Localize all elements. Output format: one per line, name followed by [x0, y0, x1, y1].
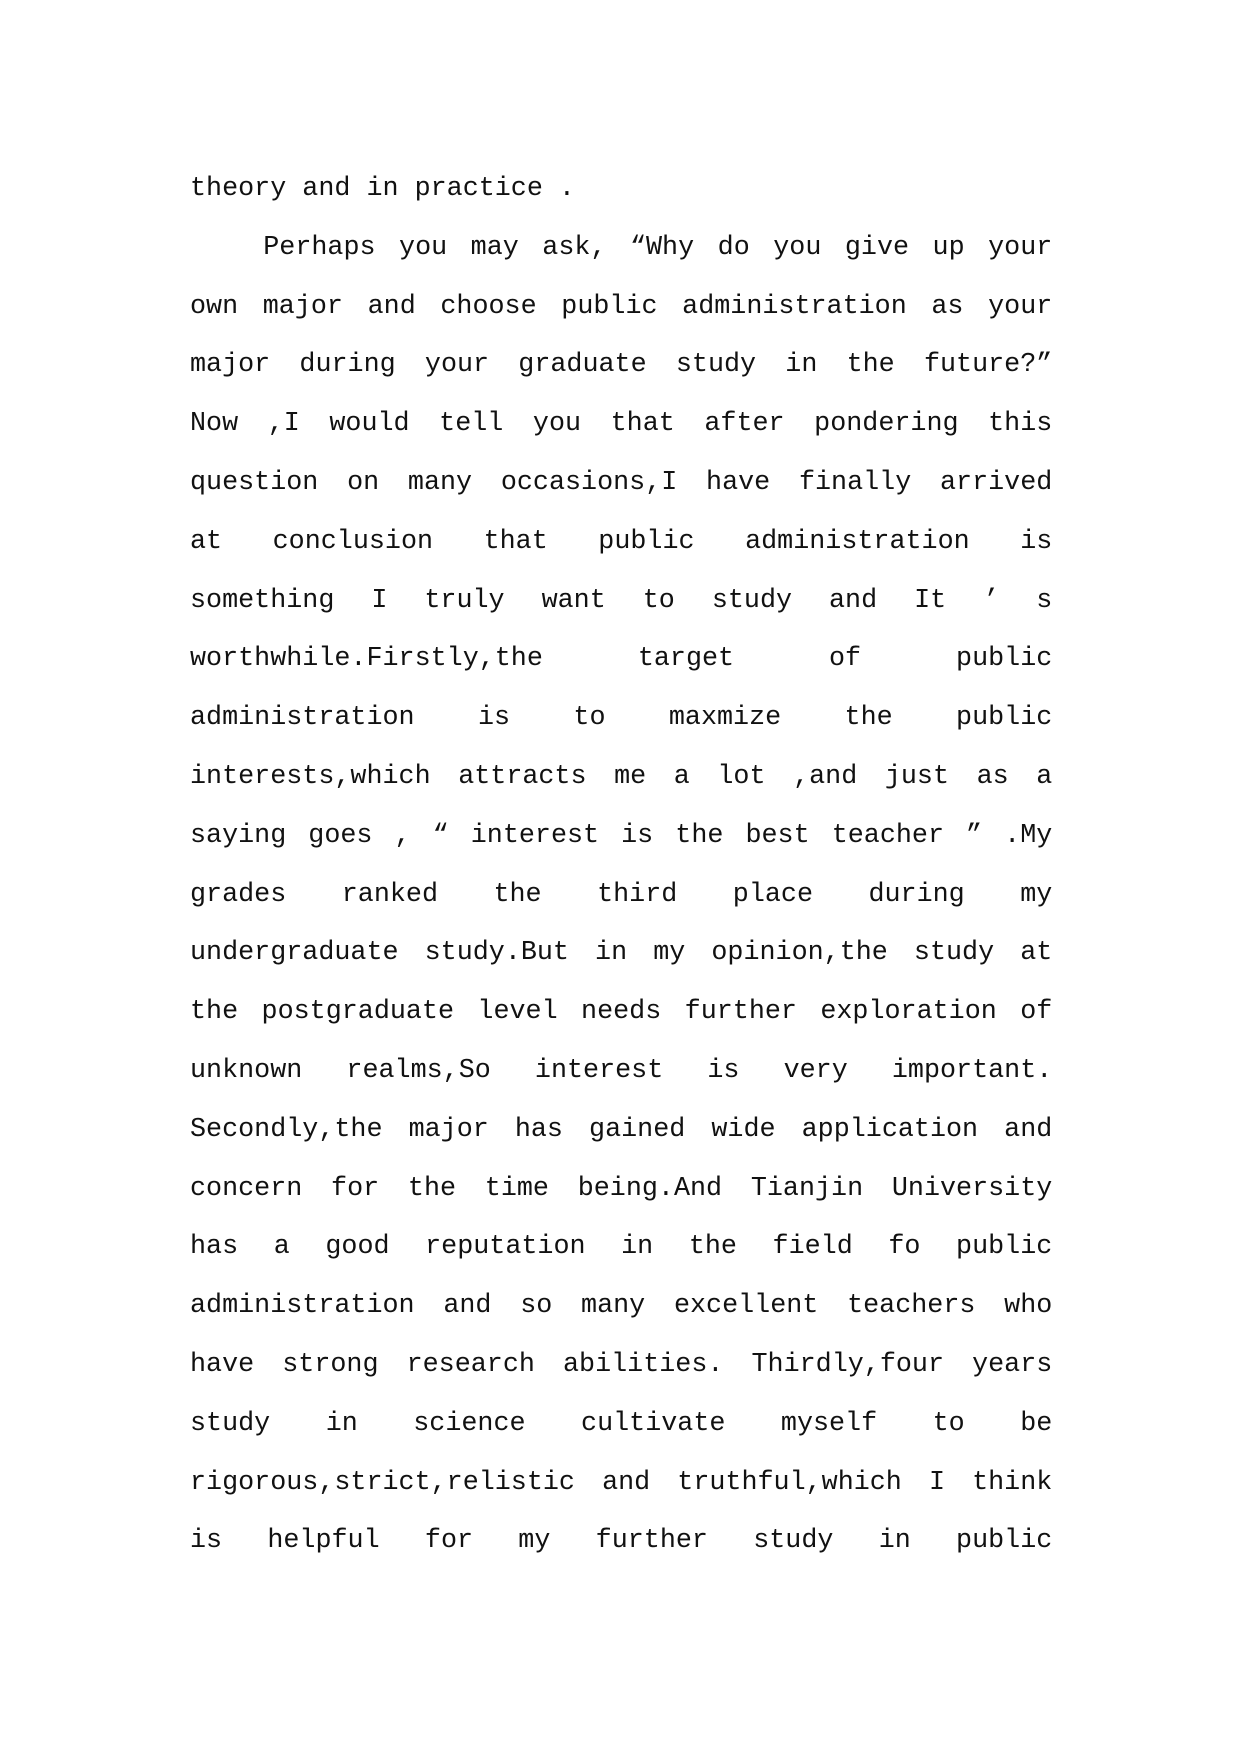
text-line: is helpful for my further study in public: [190, 1526, 1053, 1557]
text-line: interests,which attracts me a lot ,and just as a: [190, 761, 1053, 792]
text-line: rigorous,strict,relistic and truthful,which I think: [190, 1467, 1053, 1498]
text-line: Now ,I would tell you that after pondering this: [190, 409, 1053, 440]
text-line: the postgraduate level needs further exploration of: [190, 997, 1053, 1028]
text-line: has a good reputation in the field fo public: [190, 1232, 1053, 1263]
text-line: saying goes , “ interest is the best teacher ” .My: [190, 820, 1053, 851]
text-line: concern for the time being.And Tianjin University: [190, 1173, 1053, 1204]
text-line: theory and in practice .: [190, 174, 575, 204]
text-line: unknown realms,So interest is very important.: [190, 1055, 1053, 1086]
text-line: grades ranked the third place during my: [190, 879, 1053, 910]
text-line: question on many occasions,I have finally arrived: [190, 467, 1053, 498]
text-line: Perhaps you may ask, “Why do you give up your: [263, 232, 1053, 263]
text-line: Secondly,the major has gained wide application and: [190, 1114, 1053, 1145]
text-line: administration and so many excellent teachers who: [190, 1291, 1053, 1322]
text-line: major during your graduate study in the future?”: [190, 350, 1053, 381]
text-line: something I truly want to study and It ’ s: [190, 585, 1053, 616]
text-line: have strong research abilities. Thirdly,four years: [190, 1349, 1053, 1380]
text-line: at conclusion that public administration is: [190, 526, 1053, 557]
text-line: administration is to maxmize the public: [190, 703, 1053, 734]
text-line: study in science cultivate myself to be: [190, 1408, 1053, 1439]
document-page: [190, 160, 1061, 1571]
text-line: own major and choose public administration as your: [190, 291, 1053, 322]
text-line: worthwhile.Firstly,the target of public: [190, 644, 1053, 675]
text-line: undergraduate study.But in my opinion,the study at: [190, 938, 1053, 969]
